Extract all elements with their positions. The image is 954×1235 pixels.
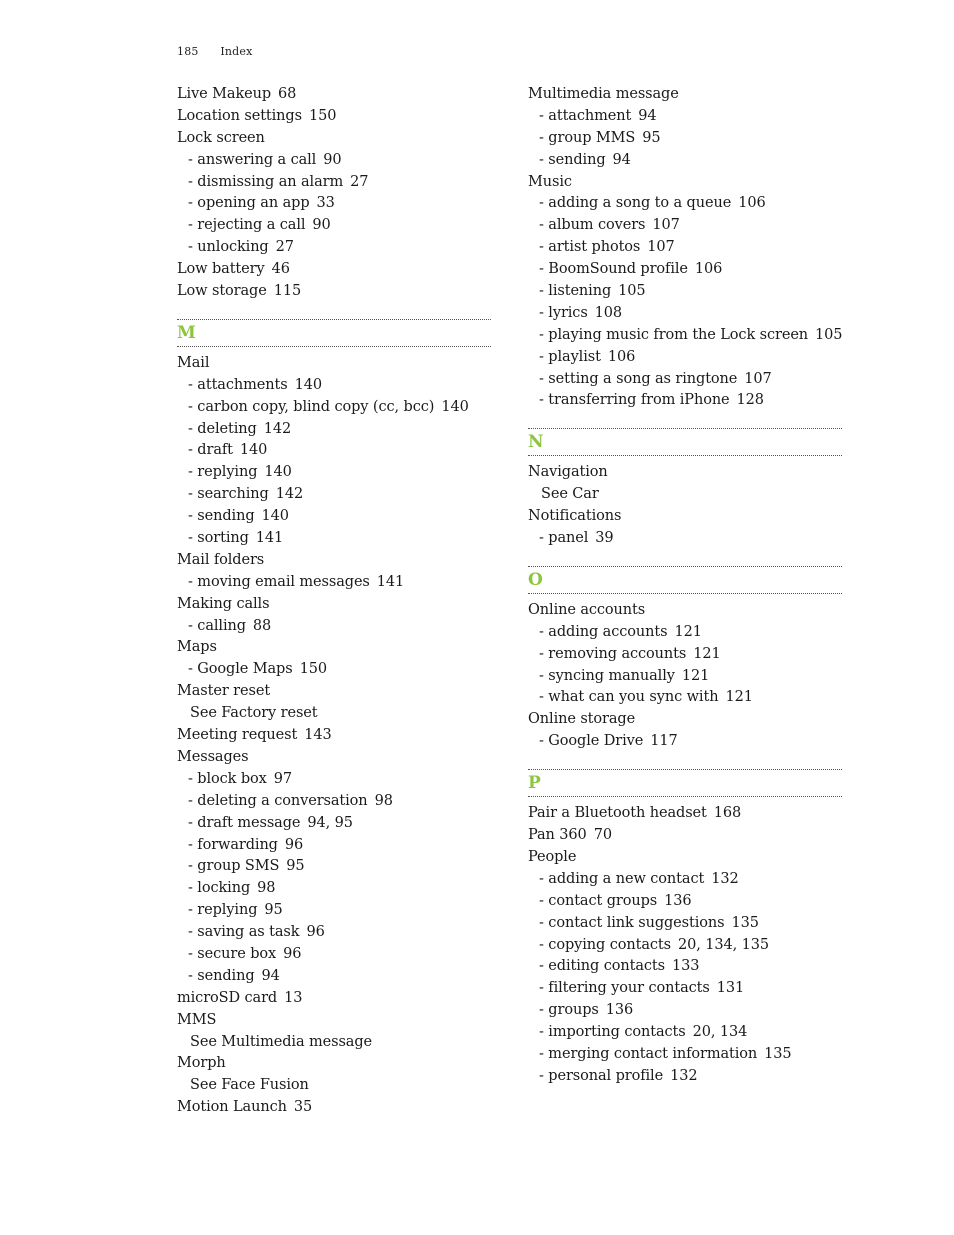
entry-text: Live Makeup xyxy=(177,86,272,102)
entry-text: Music xyxy=(528,173,572,190)
page-reference[interactable]: 20, 134, 135 xyxy=(677,936,769,953)
page-reference[interactable]: 39 xyxy=(595,530,614,547)
index-entry xyxy=(528,172,842,194)
index-section-m xyxy=(177,319,491,347)
entry-text: - carbon copy, blind copy (cc, bcc) xyxy=(188,398,435,415)
index-subentry xyxy=(177,813,491,835)
index-entry xyxy=(177,353,491,375)
page-reference[interactable]: 150 xyxy=(299,661,327,678)
entry-text: - adding accounts xyxy=(539,623,668,640)
entry-text: Notifications xyxy=(528,508,622,525)
entry-text: - removing accounts xyxy=(539,645,687,662)
section-letter: M xyxy=(177,322,196,343)
page-reference[interactable]: 94, 95 xyxy=(307,814,353,831)
entry-text: See Multimedia message xyxy=(190,1033,373,1050)
index-entry xyxy=(177,1097,491,1119)
page-reference[interactable]: 140 xyxy=(441,398,469,415)
index-subentry xyxy=(177,419,491,441)
index-entry xyxy=(177,725,491,747)
index-subentry xyxy=(177,966,491,988)
entry-text: - filtering your contacts xyxy=(539,980,710,997)
index-subentry xyxy=(528,644,842,666)
entry-text: - block box xyxy=(188,770,267,787)
entry-text: - sending xyxy=(539,151,606,168)
page-reference[interactable]: 135 xyxy=(731,914,759,931)
index-entry xyxy=(177,747,491,769)
index-entry xyxy=(177,106,491,128)
index-subentry xyxy=(177,375,491,397)
page-reference[interactable]: 141 xyxy=(376,573,405,590)
entry-text: See Face Fusion xyxy=(190,1077,309,1094)
entry-text: - secure box xyxy=(188,945,277,962)
index-entry xyxy=(177,637,491,659)
index-subentry xyxy=(177,528,491,550)
index-subentry xyxy=(177,215,491,237)
entry-text: - attachment xyxy=(539,107,632,124)
page-reference[interactable]: 20, 134 xyxy=(692,1024,748,1041)
index-subentry xyxy=(528,303,842,325)
index-subentry xyxy=(528,913,842,935)
page-reference[interactable]: 141 xyxy=(255,530,284,547)
entry-text: - sending xyxy=(188,967,255,984)
page-reference[interactable]: 142 xyxy=(275,486,304,503)
index-subentry xyxy=(528,347,842,369)
page-reference[interactable]: 136 xyxy=(605,1002,634,1019)
page-reference[interactable]: 131 xyxy=(716,980,745,997)
entry-text: - copying contacts xyxy=(539,936,671,953)
page-reference[interactable]: 35 xyxy=(293,1099,313,1116)
entry-text: - draft message xyxy=(188,814,301,831)
page-reference[interactable]: 98 xyxy=(257,880,276,897)
index-subentry xyxy=(528,891,842,913)
page-reference[interactable]: 132 xyxy=(711,870,739,887)
index-subentry xyxy=(528,1044,842,1066)
index-subentry xyxy=(528,325,842,347)
entry-text: - playlist xyxy=(539,348,601,365)
index-subentry xyxy=(528,1000,842,1022)
index-subentry xyxy=(528,193,842,215)
index-subentry xyxy=(528,528,842,550)
entry-text: - listening xyxy=(539,283,612,300)
page-number: 185 xyxy=(177,45,199,58)
entry-text: People xyxy=(528,848,577,865)
page-reference[interactable]: 140 xyxy=(239,442,268,459)
index-section-o xyxy=(528,566,842,594)
page-reference[interactable]: 121 xyxy=(693,645,721,662)
entry-text: - replying xyxy=(188,902,258,919)
index-subentry xyxy=(177,172,491,194)
entry-text: Navigation xyxy=(528,464,608,481)
index-section-n xyxy=(528,428,842,456)
index-subentry xyxy=(177,769,491,791)
page-reference[interactable]: 132 xyxy=(670,1067,698,1084)
index-subentry xyxy=(177,791,491,813)
index-subentry xyxy=(177,397,491,419)
index-subentry xyxy=(528,106,842,128)
page-reference[interactable]: 140 xyxy=(261,508,289,525)
page-reference[interactable]: 140 xyxy=(294,376,322,393)
index-entry xyxy=(177,550,491,572)
entry-text: - playing music from the Lock screen xyxy=(539,326,809,343)
entry-text: - group MMS xyxy=(539,129,636,146)
entry-text: Pan 360 xyxy=(528,827,587,844)
index-entry xyxy=(528,825,842,847)
page-reference[interactable]: 105 xyxy=(815,326,843,343)
index-entry xyxy=(177,594,491,616)
page-reference[interactable]: 13 xyxy=(284,989,303,1006)
index-subentry xyxy=(177,835,491,857)
index-subentry xyxy=(528,215,842,237)
page-reference[interactable]: 90 xyxy=(323,151,342,168)
page-reference[interactable]: 136 xyxy=(664,892,692,909)
index-subentry xyxy=(177,462,491,484)
entry-text: microSD card xyxy=(177,989,278,1006)
index-entry xyxy=(528,462,842,484)
page-reference[interactable]: 121 xyxy=(674,623,702,640)
entry-text: Pair a Bluetooth headset xyxy=(528,805,707,822)
entry-text: MMS xyxy=(177,1011,217,1028)
entry-text: - replying xyxy=(188,464,258,481)
entry-text: - adding a song to a queue xyxy=(539,195,732,212)
page-header xyxy=(177,45,253,58)
entry-text: Low battery xyxy=(177,261,265,278)
entry-text: - personal profile xyxy=(539,1067,664,1084)
entry-text: Online accounts xyxy=(528,601,646,618)
page-reference[interactable]: 88 xyxy=(252,617,272,634)
entry-text: - forwarding xyxy=(188,836,278,853)
entry-text: - unlocking xyxy=(188,239,269,256)
index-subentry xyxy=(528,731,842,753)
entry-text: - transferring from iPhone xyxy=(539,392,730,409)
index-entry xyxy=(177,988,491,1010)
page-reference[interactable]: 115 xyxy=(273,283,302,300)
page-reference[interactable]: 94 xyxy=(638,107,657,124)
entry-text: - saving as task xyxy=(188,924,300,941)
entry-text: - groups xyxy=(539,1002,599,1019)
entry-text: - answering a call xyxy=(188,151,317,168)
page-reference[interactable]: 121 xyxy=(725,689,753,706)
index-see-reference xyxy=(177,1032,491,1054)
entry-text: Morph xyxy=(177,1055,226,1072)
index-entry xyxy=(177,259,491,281)
page-reference[interactable]: 95 xyxy=(642,129,661,146)
entry-text: - adding a new contact xyxy=(539,870,705,887)
index-subentry xyxy=(177,150,491,172)
index-subentry xyxy=(528,237,842,259)
index-subentry xyxy=(177,237,491,259)
page-reference[interactable]: 27 xyxy=(275,239,294,256)
entry-text: - setting a song as ringtone xyxy=(539,370,738,387)
entry-text: Mail xyxy=(177,354,210,371)
entry-text: - sorting xyxy=(188,530,249,547)
index-subentry xyxy=(528,1022,842,1044)
index-section-p xyxy=(528,769,842,797)
index-subentry xyxy=(528,128,842,150)
entry-text: Lock screen xyxy=(177,129,265,146)
index-subentry xyxy=(177,572,491,594)
page-reference[interactable]: 140 xyxy=(264,464,292,481)
index-entry xyxy=(528,709,842,731)
section-title: Index xyxy=(220,45,253,58)
entry-text: - deleting xyxy=(188,420,257,437)
page-reference[interactable]: 107 xyxy=(744,370,772,387)
page-reference[interactable]: 70 xyxy=(593,827,612,844)
entry-text: Master reset xyxy=(177,683,271,700)
page-reference[interactable]: 106 xyxy=(694,261,723,278)
index-entry xyxy=(528,847,842,869)
entry-text: Meeting request xyxy=(177,727,298,744)
page-reference[interactable]: 94 xyxy=(612,151,631,168)
page-reference[interactable]: 106 xyxy=(607,348,636,365)
entry-text: - BoomSound profile xyxy=(539,261,688,278)
page-reference[interactable]: 108 xyxy=(594,304,623,321)
entry-text: Low storage xyxy=(177,283,267,300)
entry-text: - contact groups xyxy=(539,892,658,909)
entry-text: - artist photos xyxy=(539,239,641,256)
entry-text: Messages xyxy=(177,748,249,765)
entry-text: - Google Drive xyxy=(539,733,644,750)
entry-text: - sending xyxy=(188,508,255,525)
index-entry xyxy=(177,1053,491,1075)
index-subentry xyxy=(528,666,842,688)
index-entry xyxy=(528,84,842,106)
index-entry xyxy=(528,506,842,528)
index-subentry xyxy=(528,259,842,281)
entry-text: - lyrics xyxy=(539,304,588,321)
entry-text: Mail folders xyxy=(177,551,265,568)
entry-text: - rejecting a call xyxy=(188,217,306,234)
index-entry xyxy=(528,600,842,622)
entry-text: - contact link suggestions xyxy=(539,914,725,931)
index-subentry xyxy=(528,956,842,978)
entry-text: - syncing manually xyxy=(539,667,675,684)
page-reference[interactable]: 27 xyxy=(350,173,369,190)
page-reference[interactable]: 95 xyxy=(286,858,305,875)
entry-text: - draft xyxy=(188,442,233,459)
page-reference[interactable]: 168 xyxy=(713,805,742,822)
entry-text: - Google Maps xyxy=(188,661,293,678)
entry-text: - merging contact information xyxy=(539,1045,758,1062)
entry-text: - searching xyxy=(188,486,269,503)
section-letter: N xyxy=(528,432,544,453)
index-entry xyxy=(177,128,491,150)
entry-text: - album covers xyxy=(539,217,646,234)
page-reference[interactable]: 128 xyxy=(736,392,764,409)
entry-text: Online storage xyxy=(528,711,636,728)
page-reference[interactable]: 105 xyxy=(618,283,646,300)
entry-text: See Factory reset xyxy=(190,705,318,722)
entry-text: Maps xyxy=(177,639,217,656)
page-reference[interactable]: 106 xyxy=(738,195,766,212)
entry-text: Location settings xyxy=(177,107,302,124)
index-entry xyxy=(528,803,842,825)
index-subentry xyxy=(528,869,842,891)
entry-text: - panel xyxy=(539,530,589,547)
index-subentry xyxy=(177,193,491,215)
page-reference[interactable]: 98 xyxy=(374,792,393,809)
index-see-reference xyxy=(177,703,491,725)
entry-text: Motion Launch xyxy=(177,1099,287,1116)
entry-text: - locking xyxy=(188,880,251,897)
section-letter: O xyxy=(528,569,543,590)
entry-text: - what can you sync with xyxy=(539,689,719,706)
index-subentry xyxy=(528,935,842,957)
page-reference[interactable]: 117 xyxy=(650,733,678,750)
entry-text: - importing contacts xyxy=(539,1024,686,1041)
page-reference[interactable]: 96 xyxy=(306,924,325,941)
entry-text: - deleting a conversation xyxy=(188,792,368,809)
page-reference[interactable]: 135 xyxy=(764,1045,792,1062)
index-entry xyxy=(177,1010,491,1032)
page-reference[interactable]: 33 xyxy=(316,195,335,212)
page-reference[interactable]: 90 xyxy=(312,217,331,234)
page-reference[interactable]: 133 xyxy=(671,958,700,975)
page-reference[interactable]: 107 xyxy=(647,239,675,256)
entry-text: - editing contacts xyxy=(539,958,665,975)
entry-text: - group SMS xyxy=(188,858,280,875)
index-subentry xyxy=(177,616,491,638)
page-reference[interactable]: 150 xyxy=(308,107,337,124)
index-subentry xyxy=(177,922,491,944)
page-reference[interactable]: 96 xyxy=(284,836,304,853)
page-reference[interactable]: 121 xyxy=(681,667,710,684)
page-reference[interactable]: 95 xyxy=(264,902,283,919)
index-see-reference xyxy=(177,1075,491,1097)
index-entry xyxy=(177,84,491,106)
entry-text: - attachments xyxy=(188,376,288,393)
page-reference[interactable]: 97 xyxy=(273,770,293,787)
index-column-left xyxy=(177,84,491,1119)
page-reference[interactable]: 107 xyxy=(652,217,680,234)
index-subentry xyxy=(528,687,842,709)
entry-text: - calling xyxy=(188,617,246,634)
index-entry xyxy=(177,281,491,303)
index-subentry xyxy=(528,978,842,1000)
index-entry xyxy=(177,681,491,703)
index-subentry xyxy=(528,390,842,412)
index-subentry xyxy=(177,856,491,878)
entry-text: - dismissing an alarm xyxy=(188,173,344,190)
entry-text: See Car xyxy=(541,486,599,503)
index-subentry xyxy=(528,1066,842,1088)
index-subentry xyxy=(528,150,842,172)
page-reference[interactable]: 96 xyxy=(283,945,302,962)
index-column-right xyxy=(528,84,842,1088)
index-see-reference xyxy=(528,484,842,506)
section-letter: P xyxy=(528,773,541,794)
index-subentry xyxy=(177,484,491,506)
index-subentry xyxy=(177,659,491,681)
entry-text: - moving email messages xyxy=(188,573,370,590)
index-subentry xyxy=(177,878,491,900)
index-subentry xyxy=(177,506,491,528)
index-subentry xyxy=(528,369,842,391)
index-subentry xyxy=(177,900,491,922)
index-subentry xyxy=(528,281,842,303)
page-reference[interactable]: 142 xyxy=(263,420,292,437)
page-reference[interactable]: 68 xyxy=(278,86,297,102)
index-subentry xyxy=(177,944,491,966)
page-reference[interactable]: 143 xyxy=(304,727,332,744)
index-subentry xyxy=(177,440,491,462)
index-subentry xyxy=(528,622,842,644)
page-reference[interactable]: 46 xyxy=(271,261,290,278)
page-reference[interactable]: 94 xyxy=(261,967,280,984)
entry-text: Multimedia message xyxy=(528,86,679,102)
entry-text: - opening an app xyxy=(188,195,310,212)
entry-text: Making calls xyxy=(177,595,270,612)
